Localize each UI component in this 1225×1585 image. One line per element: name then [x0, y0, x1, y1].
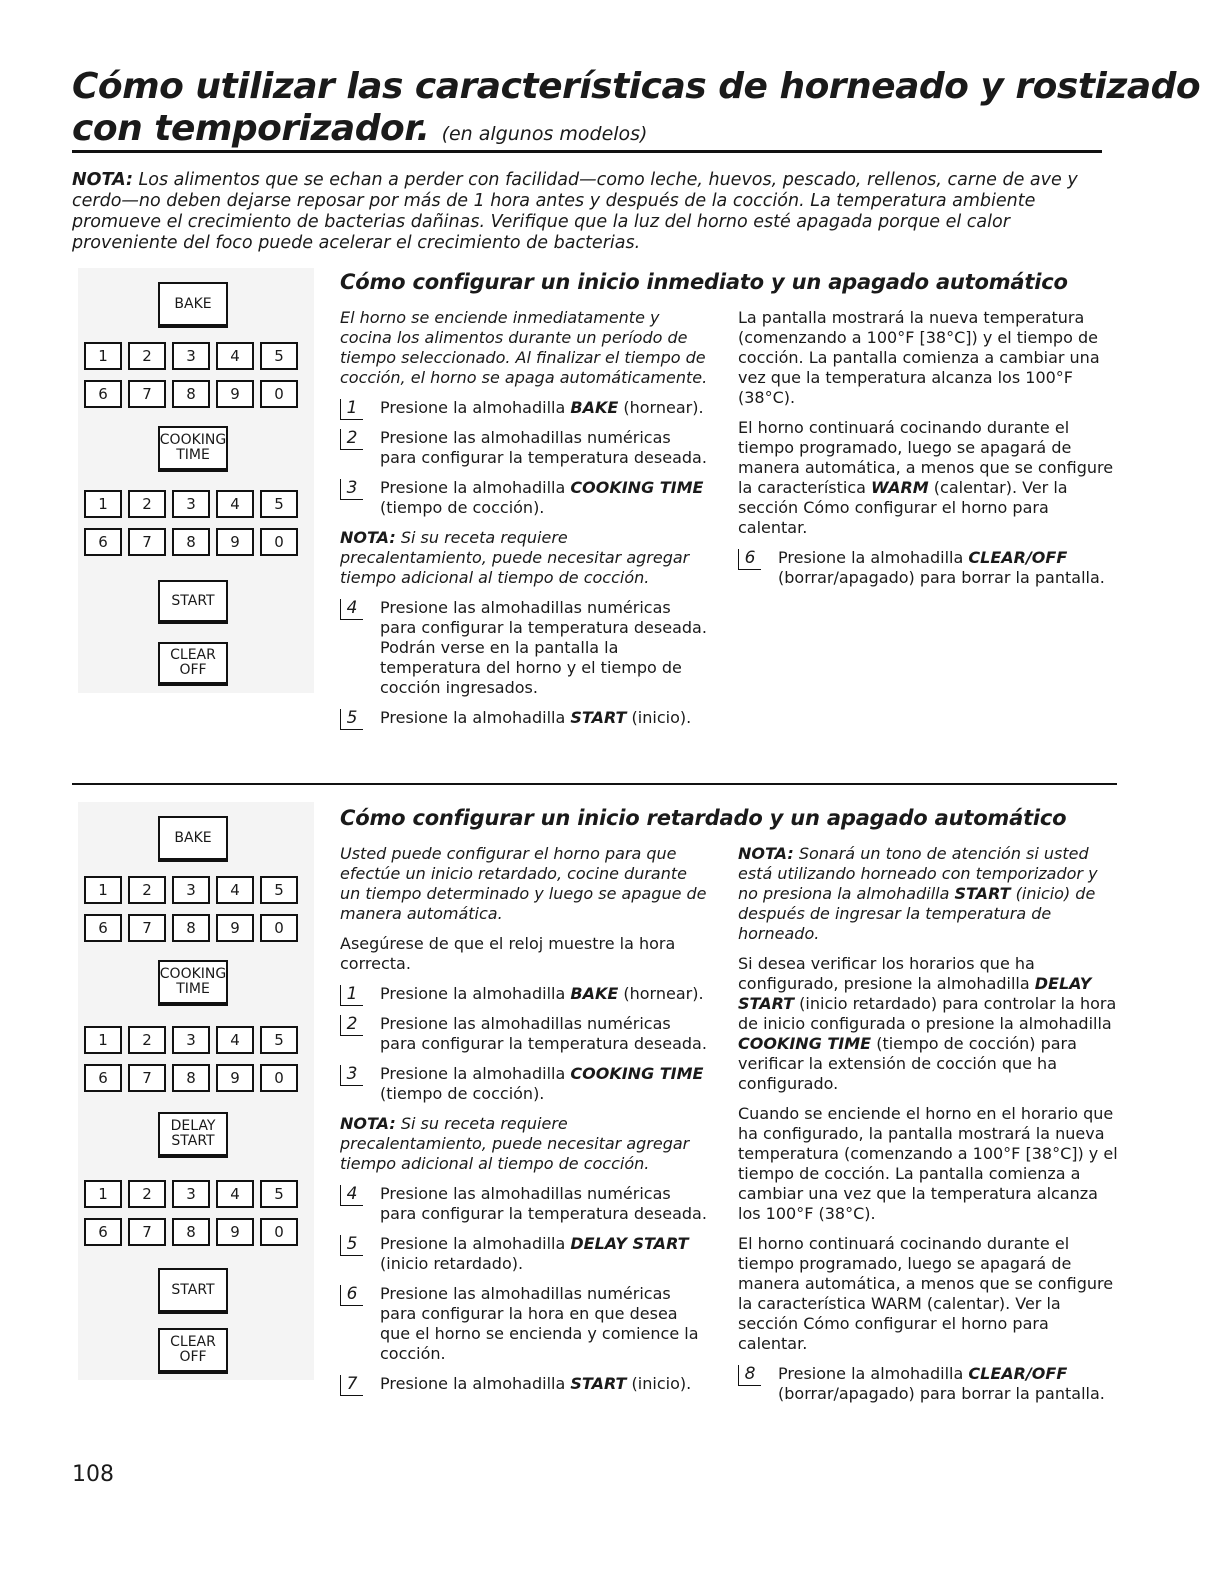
section2-step6 — [340, 1284, 710, 1364]
clear-key-line2: OFF — [179, 1349, 207, 1365]
section2-right-column — [738, 844, 1118, 1414]
key-7: 7 — [128, 1064, 166, 1092]
title-main: con temporizador. — [72, 108, 430, 149]
section2-step3 — [340, 1064, 710, 1104]
key-1: 1 — [84, 490, 122, 518]
title-rule — [72, 150, 1102, 153]
section1-preheat-note — [340, 528, 710, 588]
step-number: 8 — [738, 1365, 761, 1386]
section2-step8 — [738, 1364, 1118, 1404]
delay-start-key — [158, 1112, 228, 1158]
step-text: (hornear). — [618, 398, 704, 417]
section1-step3 — [340, 478, 710, 518]
key-0: 0 — [260, 1218, 298, 1246]
step-text: Presione la almohadilla — [380, 478, 571, 497]
key-3: 3 — [172, 490, 210, 518]
page-title-line2 — [72, 108, 647, 149]
step-text: (inicio retardado). — [380, 1254, 524, 1273]
section1-intro: El horno se enciende inmediatamente y cocina los alimentos durante un período de tiempo seleccionado. Al finalizar el tiempo de cocción, el horno se apaga automáticamente. — [340, 308, 708, 387]
step-text: Presione la almohadilla — [380, 1064, 571, 1083]
key-1: 1 — [84, 1026, 122, 1054]
section2-heading: Cómo configurar un inicio retardado y un apagado automático — [340, 806, 1067, 830]
section2-continue-text: El horno continuará cocinando durante el tiempo programado, luego se apagará de manera automática, a menos que se configure la característica WARM (calentar). Ver la sección Cómo configurar el horno para calentar. — [738, 1234, 1114, 1353]
keyword: WARM — [871, 478, 929, 497]
key-2: 2 — [128, 1026, 166, 1054]
step-text: Presione las almohadillas numéricas para configurar la hora en que desea que el horno se encienda y comience la cocción. — [380, 1284, 699, 1363]
step-text: Presione la almohadilla — [380, 1374, 571, 1393]
key-8: 8 — [172, 1064, 210, 1092]
title-subtitle: (en algunos modelos) — [441, 123, 648, 145]
key-3: 3 — [172, 1026, 210, 1054]
cooking-time-key-line2: TIME — [176, 447, 210, 463]
step-keyword: COOKING TIME — [570, 478, 704, 497]
step-text: (tiempo de cocción). — [380, 498, 545, 517]
step-keyword: CLEAR/OFF — [968, 1364, 1068, 1383]
cooking-time-key — [158, 426, 228, 472]
note-label: NOTA: — [738, 844, 794, 863]
step-text: Presione las almohadillas numéricas para configurar la temperatura deseada. — [380, 1184, 707, 1223]
section1-step5 — [340, 708, 710, 728]
step-text: Presione la almohadilla — [380, 398, 571, 417]
section2-step2 — [340, 1014, 710, 1054]
key-5: 5 — [260, 490, 298, 518]
key-8: 8 — [172, 914, 210, 942]
key-5: 5 — [260, 1180, 298, 1208]
section1-display-text: La pantalla mostrará la nueva temperatura (comenzando a 100°F [38°C]) y el tiempo de cocción. La pantalla comienza a cambiar una vez que la temperatura alcanza los 100°F (38°C). — [738, 308, 1100, 407]
key-4: 4 — [216, 1180, 254, 1208]
step-text: Presione las almohadillas numéricas para configurar la temperatura deseada. — [380, 428, 707, 467]
step-keyword: DELAY START — [570, 1234, 689, 1253]
keypad-illustration-immediate — [78, 268, 314, 693]
cooking-time-key-line2: TIME — [176, 981, 210, 997]
delay-key-line1: DELAY — [170, 1118, 216, 1134]
step-number: 7 — [340, 1375, 363, 1396]
key-2: 2 — [128, 1180, 166, 1208]
step-number: 3 — [340, 1065, 363, 1086]
step-number: 5 — [340, 1235, 363, 1256]
key-5: 5 — [260, 342, 298, 370]
note-label: NOTA: — [340, 1114, 396, 1133]
key-4: 4 — [216, 490, 254, 518]
step-number: 2 — [340, 1015, 363, 1036]
key-0: 0 — [260, 1064, 298, 1092]
delay-key-line2: START — [171, 1133, 215, 1149]
keyword: DELAY START — [738, 974, 1092, 1013]
key-8: 8 — [172, 380, 210, 408]
keyword: START — [954, 884, 1011, 903]
step-text: (inicio). — [626, 708, 692, 727]
key-6: 6 — [84, 380, 122, 408]
start-key: START — [158, 1268, 228, 1314]
section1-step6 — [738, 548, 1118, 588]
key-6: 6 — [84, 1218, 122, 1246]
clear-key-line1: CLEAR — [170, 647, 216, 663]
clear-key-line2: OFF — [179, 662, 207, 678]
body-text: (tiempo de cocción) para verificar la extensión de cocción que ha configurado. — [738, 1034, 1077, 1093]
key-1: 1 — [84, 1180, 122, 1208]
step-text: Presione las almohadillas numéricas para configurar la temperatura deseada. Podrán verse en la pantalla la temperatura del horno y el tiempo de cocción ingresados. — [380, 598, 707, 697]
page-number: 108 — [72, 1462, 114, 1487]
step-text: (hornear). — [618, 984, 704, 1003]
step-text: (borrar/apagado) para borrar la pantalla. — [778, 1384, 1105, 1403]
section2-display-text: Cuando se enciende el horno en el horario que ha configurado, la pantalla mostrará la nueva temperatura (comenzando a 100°F [38°C]) y el tiempo de cocción. La pantalla comienza a cambiar una vez que la temperatura alcanza los 100°F (38°C). — [738, 1104, 1118, 1223]
note-label: NOTA: — [340, 528, 396, 547]
keyword: COOKING TIME — [738, 1034, 872, 1053]
step-text: Presione la almohadilla — [380, 708, 571, 727]
key-7: 7 — [128, 528, 166, 556]
body-text: El horno continuará cocinando durante el tiempo programado, luego se apagará de manera automática, a menos que se configure la característica — [738, 418, 1114, 497]
note-text: Los alimentos que se echan a perder con facilidad—como leche, huevos, pescado, rellenos, carne de ave y cerdo—no deben dejarse reposar por más de 1 hora antes y después de la cocción. La temperatura ambiente promueve el crecimiento de bacterias dañinas. Verifique que la luz del horno esté apagada porque el calor proveniente del foco puede acelerar el crecimiento de bacterias. — [72, 170, 1078, 253]
body-text: (calentar). Ver la sección Cómo configurar el horno para calentar. — [738, 478, 1068, 537]
step-keyword: CLEAR/OFF — [968, 548, 1068, 567]
step-keyword: COOKING TIME — [570, 1064, 704, 1083]
step-number: 2 — [340, 429, 363, 450]
section-divider — [72, 783, 1117, 785]
key-8: 8 — [172, 528, 210, 556]
key-0: 0 — [260, 380, 298, 408]
step-text: Presione la almohadilla — [380, 984, 571, 1003]
cooking-time-key-line1: COOKING — [159, 966, 227, 982]
key-6: 6 — [84, 528, 122, 556]
step-number: 4 — [340, 599, 363, 620]
section1-heading: Cómo configurar un inicio inmediato y un apagado automático — [340, 270, 1068, 294]
cooking-time-key-line1: COOKING — [159, 432, 227, 448]
key-1: 1 — [84, 876, 122, 904]
section2-preheat-note — [340, 1114, 710, 1174]
key-9: 9 — [216, 1218, 254, 1246]
step-text: (borrar/apagado) para borrar la pantalla. — [778, 568, 1105, 587]
section1-left-column — [340, 308, 710, 738]
section2-step4 — [340, 1184, 710, 1224]
bake-key: BAKE — [158, 282, 228, 328]
section2-clock-text: Asegúrese de que el reloj muestre la hora correcta. — [340, 934, 676, 973]
key-4: 4 — [216, 342, 254, 370]
key-2: 2 — [128, 490, 166, 518]
step-text: (inicio). — [626, 1374, 692, 1393]
note-text: Si su receta requiere precalentamiento, puede necesitar agregar tiempo adicional al tiempo de cocción. — [340, 528, 690, 587]
step-text: Presione la almohadilla — [380, 1234, 571, 1253]
step-number: 3 — [340, 479, 363, 500]
body-text: Si desea verificar los horarios que ha configurado, presione la almohadilla — [738, 954, 1035, 993]
step-number: 5 — [340, 709, 363, 730]
section2-verify-text — [738, 954, 1118, 1094]
key-4: 4 — [216, 876, 254, 904]
clear-key-line1: CLEAR — [170, 1334, 216, 1350]
section1-step2 — [340, 428, 710, 468]
key-9: 9 — [216, 380, 254, 408]
key-8: 8 — [172, 1218, 210, 1246]
key-0: 0 — [260, 914, 298, 942]
step-text: Presione la almohadilla — [778, 548, 969, 567]
section2-step1 — [340, 984, 710, 1004]
step-keyword: BAKE — [570, 398, 619, 417]
step-text: Presione las almohadillas numéricas para configurar la temperatura deseada. — [380, 1014, 707, 1053]
bake-key: BAKE — [158, 816, 228, 862]
step-keyword: BAKE — [570, 984, 619, 1003]
key-0: 0 — [260, 528, 298, 556]
clear-off-key — [158, 1328, 228, 1374]
section2-tone-note — [738, 844, 1118, 944]
section1-step4 — [340, 598, 710, 698]
key-2: 2 — [128, 876, 166, 904]
step-number: 6 — [340, 1285, 363, 1306]
key-3: 3 — [172, 342, 210, 370]
section1-continue-text — [738, 418, 1118, 538]
food-safety-note — [72, 170, 1112, 254]
key-7: 7 — [128, 914, 166, 942]
start-key: START — [158, 580, 228, 624]
section2-left-column — [340, 844, 710, 1404]
section2-intro: Usted puede configurar el horno para que efectúe un inicio retardado, cocine durante un tiempo determinado y luego se apague de manera automática. — [340, 844, 707, 923]
note-text: (inicio) de después de ingresar la temperatura de horneado. — [738, 884, 1096, 943]
page-title-line1: Cómo utilizar las características de horneado y rostizado — [72, 66, 1201, 107]
key-5: 5 — [260, 876, 298, 904]
step-number: 6 — [738, 549, 761, 570]
step-number: 1 — [340, 399, 363, 420]
key-5: 5 — [260, 1026, 298, 1054]
key-2: 2 — [128, 342, 166, 370]
section1-right-column — [738, 308, 1118, 598]
key-9: 9 — [216, 1064, 254, 1092]
section2-step5 — [340, 1234, 710, 1274]
key-4: 4 — [216, 1026, 254, 1054]
note-label: NOTA: — [72, 170, 133, 190]
section1-step1 — [340, 398, 710, 418]
step-keyword: START — [570, 1374, 627, 1393]
key-7: 7 — [128, 1218, 166, 1246]
step-number: 1 — [340, 985, 363, 1006]
key-9: 9 — [216, 914, 254, 942]
step-text: (tiempo de cocción). — [380, 1084, 545, 1103]
step-text: Presione la almohadilla — [778, 1364, 969, 1383]
keypad-illustration-delayed — [78, 802, 314, 1380]
section2-step7 — [340, 1374, 710, 1394]
key-3: 3 — [172, 876, 210, 904]
body-text: (inicio retardado) para controlar la hora de inicio configurada o presione la almohadilla — [738, 994, 1117, 1033]
key-7: 7 — [128, 380, 166, 408]
note-text: Si su receta requiere precalentamiento, puede necesitar agregar tiempo adicional al tiempo de cocción. — [340, 1114, 690, 1173]
key-6: 6 — [84, 914, 122, 942]
step-number: 4 — [340, 1185, 363, 1206]
key-3: 3 — [172, 1180, 210, 1208]
key-9: 9 — [216, 528, 254, 556]
note-text: Sonará un tono de atención si usted está utilizando horneado con temporizador y no presiona la almohadilla — [738, 844, 1098, 903]
cooking-time-key — [158, 960, 228, 1006]
key-6: 6 — [84, 1064, 122, 1092]
key-1: 1 — [84, 342, 122, 370]
clear-off-key — [158, 642, 228, 686]
step-keyword: START — [570, 708, 627, 727]
